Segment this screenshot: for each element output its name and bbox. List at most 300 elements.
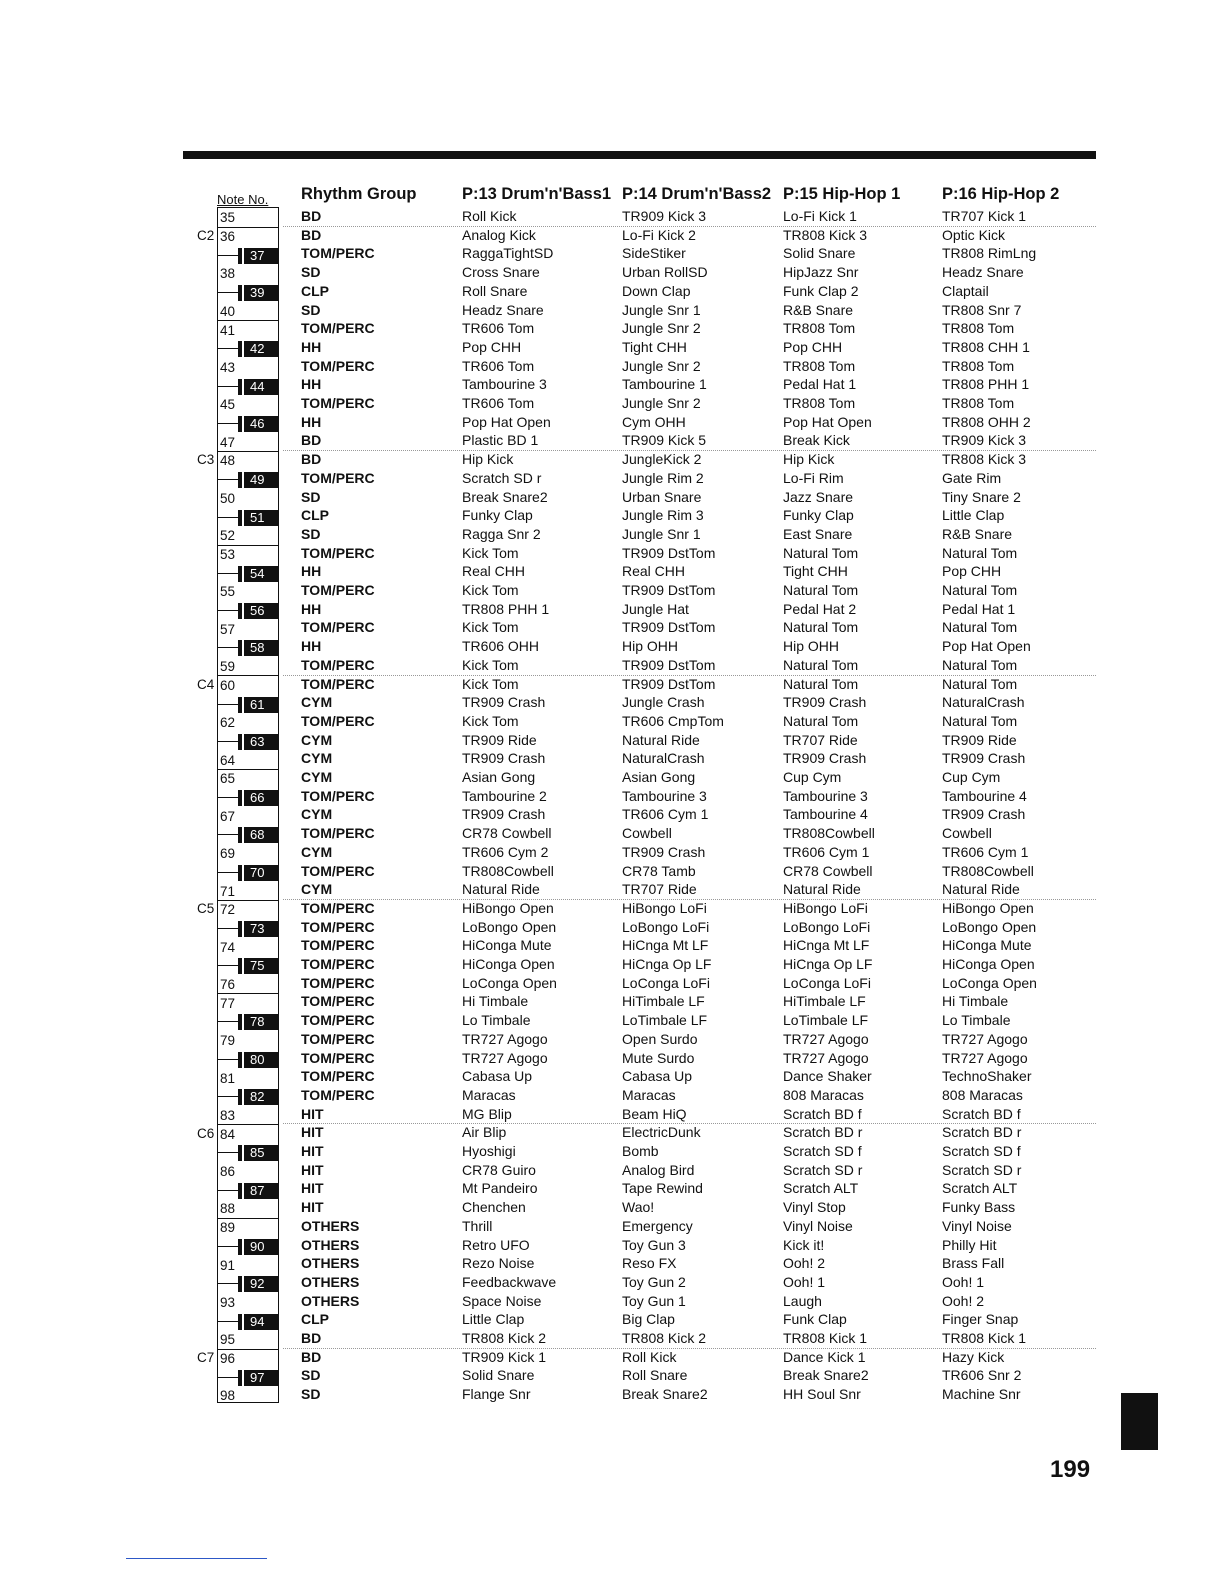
cell-group: TOM/PERC [301,862,375,879]
table-row [0,526,1224,545]
table-row [0,302,1224,321]
top-rule [183,151,1096,159]
cell-group: HH [301,563,322,580]
black-key-number: 66 [242,790,264,806]
table-row [0,339,1224,358]
cell-p15: Tight CHH [783,563,848,580]
cell-p13: TR909 Crash [462,806,546,823]
black-key-number: 78 [242,1014,264,1030]
cell-p13: Thrill [462,1217,493,1234]
cell-p14: Hip OHH [622,638,679,655]
cell-p16: Scratch SD f [942,1143,1021,1159]
cell-group: CYM [301,769,333,785]
black-key-number: 80 [242,1052,264,1068]
table-row [0,825,1224,844]
black-key-number: 75 [242,958,264,974]
cell-p13: Cabasa Up [462,1068,533,1085]
table-row [0,507,1224,526]
cell-group: TOM/PERC [301,1068,375,1085]
cell-p13: LoBongo Open [462,918,557,935]
black-key-number: 82 [242,1089,264,1105]
cell-p13: Natural Ride [462,881,540,898]
cell-p14: Natural Ride [622,731,700,748]
cell-p15: Scratch SD r [783,1161,863,1178]
cell-p13: Headz Snare [462,301,544,318]
cell-p15: LoTimbale LF [783,1012,869,1029]
cell-p16: Optic Kick [942,226,1006,243]
table-row [0,619,1224,638]
cell-p14: TR909 DstTom [622,675,716,692]
table-row [0,227,1224,246]
black-key-number: 87 [242,1183,264,1199]
table-row [0,545,1224,564]
cell-p14: Tape Rewind [622,1180,703,1197]
table-row [0,1311,1224,1330]
cell-p14: CR78 Tamb [622,862,696,879]
black-key-number: 44 [242,379,264,395]
cell-p14: Big Clap [622,1311,675,1328]
cell-p14: TR808 Kick 2 [622,1330,707,1346]
cell-p16: TR808Cowbell [942,862,1034,879]
black-key-number: 85 [242,1145,264,1161]
table-row [0,844,1224,863]
table-row [0,376,1224,395]
cell-p14: LoBongo LoFi [622,918,710,935]
cell-p13: HiConga Open [462,956,555,972]
cell-p16: Funky Bass [942,1199,1016,1216]
cell-group: SD [301,1367,321,1384]
table-row [0,582,1224,601]
cell-p16: HiConga Open [942,956,1035,972]
cell-p15: HiCnga Op LF [783,956,873,972]
cell-p16: LoBongo Open [942,918,1037,935]
white-key-number: 45 [220,397,236,413]
table-row [0,769,1224,788]
table-row [0,657,1224,676]
cell-group: BD [301,1348,322,1365]
cell-group: SD [301,264,321,281]
cell-group: TOM/PERC [301,544,375,561]
cell-p15: LoConga LoFi [783,974,871,991]
cell-p15: Natural Tom [783,619,859,636]
white-key-number: 98 [220,1388,236,1404]
white-key-number: 53 [220,546,236,562]
cell-p13: Kick Tom [462,656,519,673]
cell-p14: TR909 DstTom [622,656,716,673]
table-row [0,732,1224,751]
cell-p14: Jungle Snr 1 [622,525,701,542]
cell-p13: TR909 Ride [462,731,537,748]
cell-p16: TR909 Kick 3 [942,432,1027,449]
cell-p14: Lo-Fi Kick 2 [622,226,696,243]
side-tab-marker [1121,1393,1158,1450]
cell-p15: Natural Tom [783,544,859,561]
cell-p15: Dance Kick 1 [783,1348,866,1365]
table-row [0,788,1224,807]
cell-p14: Jungle Snr 2 [622,357,701,374]
cell-p13: Pop Hat Open [462,413,551,430]
cell-p14: Jungle Snr 2 [622,320,701,337]
white-key-number: 36 [220,229,236,245]
cell-group: HIT [301,1199,324,1216]
table-row [0,900,1224,919]
cell-group: CLP [301,507,329,524]
cell-p15: TR606 Cym 1 [783,843,870,860]
table-row [0,208,1224,227]
p13-header: P:13 Drum'n'Bass1 [462,185,612,203]
cell-p14: TR909 Crash [622,843,706,860]
cell-p15: HiTimbale LF [783,993,866,1010]
cell-p16: Ooh! 1 [942,1273,985,1290]
cell-p15: HipJazz Snr [783,264,859,281]
cell-group: TOM/PERC [301,899,375,916]
cell-p14: Jungle Crash [622,694,705,711]
cell-p15: Tambourine 4 [783,806,868,823]
p16-header: P:16 Hip-Hop 2 [942,185,1060,203]
cell-p15: Natural Tom [783,656,859,673]
cell-group: OTHERS [301,1236,360,1253]
cell-p16: Natural Tom [942,619,1018,636]
black-key-number: 92 [242,1276,264,1292]
cell-group: TOM/PERC [301,469,375,486]
white-key-number: 81 [220,1070,236,1086]
cell-group: CYM [301,806,333,823]
cell-group: TOM/PERC [301,918,375,935]
cell-p16: Scratch BD r [942,1124,1022,1141]
cell-p15: Hip Kick [783,451,835,468]
cell-p15: Funk Clap [783,1311,847,1328]
cell-p13: Chenchen [462,1199,526,1216]
cell-group: OTHERS [301,1292,360,1309]
cell-p15: Break Kick [783,432,850,449]
cell-p14: Analog Bird [622,1161,695,1178]
table-row [0,694,1224,713]
cell-group: BD [301,1330,322,1346]
white-key-number: 83 [220,1107,236,1123]
cell-p15: Pedal Hat 2 [783,600,857,617]
cell-p14: TR909 DstTom [622,544,716,561]
table-row [0,1199,1224,1218]
octave-label: C4 [197,676,215,692]
cell-p16: TR808 PHH 1 [942,376,1030,393]
cell-p13: Kick Tom [462,619,519,636]
cell-p16: TR909 Crash [942,806,1026,823]
cell-group: SD [301,488,321,505]
cell-p13: TR808 PHH 1 [462,600,550,617]
table-row [0,1087,1224,1106]
white-key-number: 91 [220,1257,236,1273]
white-key-number: 93 [220,1294,236,1310]
cell-p15: TR727 Agogo [783,1049,869,1066]
white-key-number: 67 [220,808,236,824]
cell-p15: Solid Snare [783,245,856,262]
white-key-number: 43 [220,359,236,375]
cell-p15: HH Soul Snr [783,1386,861,1403]
table-row [0,881,1224,900]
cell-p16: Vinyl Noise [942,1217,1012,1234]
cell-group: HH [301,600,322,617]
cell-p13: Maracas [462,1086,516,1103]
cell-p15: TR909 Crash [783,694,867,711]
cell-p15: Scratch BD f [783,1105,862,1122]
table-row [0,1349,1224,1368]
cell-group: TOM/PERC [301,619,375,636]
table-row [0,1031,1224,1050]
cell-group: TOM/PERC [301,1049,375,1066]
cell-group: TOM/PERC [301,937,375,954]
black-key-number: 90 [242,1239,264,1255]
cell-group: TOM/PERC [301,712,375,729]
cell-p14: HiBongo LoFi [622,899,707,916]
cell-group: HH [301,338,322,355]
octave-label: C7 [197,1350,215,1366]
table-row [0,358,1224,377]
cell-p16: TR808 OHH 2 [942,413,1031,430]
cell-p14: TR909 DstTom [622,582,716,598]
cell-p13: TR909 Crash [462,694,546,711]
cell-p16: TR808 Kick 3 [942,451,1027,468]
cell-group: SD [301,301,321,318]
cell-p13: MG Blip [462,1105,512,1122]
cell-group: TOM/PERC [301,320,375,337]
table-row [0,1068,1224,1087]
table-row [0,676,1224,695]
table-row [0,919,1224,938]
cell-p13: Hi Timbale [462,993,529,1010]
white-key-number: 89 [220,1220,236,1236]
table-row [0,395,1224,414]
cell-p14: Toy Gun 3 [622,1236,686,1253]
cell-p14: TR707 Ride [622,881,697,898]
cell-p13: Little Clap [462,1311,525,1328]
cell-group: TOM/PERC [301,1012,375,1029]
cell-p15: Vinyl Noise [783,1217,853,1234]
cell-p13: Retro UFO [462,1236,530,1253]
cell-p13: TR606 Tom [462,320,535,337]
cell-p13: TR606 Cym 2 [462,843,549,860]
cell-p16: TechnoShaker [942,1068,1032,1085]
cell-p14: Roll Kick [622,1348,677,1365]
table-row [0,1180,1224,1199]
cell-p16: TR808 RimLng [942,245,1037,262]
cell-p16: TR727 Agogo [942,1049,1028,1066]
cell-p13: Cross Snare [462,264,540,281]
cell-group: TOM/PERC [301,974,375,991]
cell-group: HIT [301,1124,324,1141]
cell-p13: TR606 Tom [462,357,535,374]
cell-p14: JungleKick 2 [622,451,702,468]
cell-group: CYM [301,881,333,898]
cell-p15: LoBongo LoFi [783,918,871,935]
cell-p14: TR606 Cym 1 [622,806,709,823]
cell-p15: Vinyl Stop [783,1199,846,1216]
white-key-number: 72 [220,902,236,918]
cell-p14: Beam HiQ [622,1105,687,1122]
cell-p16: Philly Hit [942,1236,997,1253]
black-key-number: 63 [242,734,264,750]
cell-p15: HiCnga Mt LF [783,937,870,954]
cell-p14: Cowbell [622,825,672,842]
black-key-number: 73 [242,921,264,937]
cell-p16: Little Clap [942,507,1005,524]
cell-p16: Natural Tom [942,675,1018,692]
black-key-number: 42 [242,341,264,357]
cell-p14: NaturalCrash [622,750,705,767]
white-key-number: 76 [220,977,236,993]
cell-group: CYM [301,694,333,711]
cell-p15: TR808 Kick 1 [783,1330,868,1346]
table-row [0,1162,1224,1181]
cell-p15: Lo-Fi Kick 1 [783,208,857,224]
cell-p15: TR808 Tom [783,320,856,337]
cell-p14: Toy Gun 2 [622,1273,686,1290]
cell-p13: Break Snare2 [462,488,548,505]
cell-p16: Natural Tom [942,582,1018,598]
cell-p13: Asian Gong [462,769,536,785]
cell-p14: Maracas [622,1086,676,1103]
cell-p16: TR707 Kick 1 [942,208,1027,224]
cell-group: CLP [301,1311,329,1328]
cell-p15: Pop CHH [783,338,843,355]
cell-p13: Hip Kick [462,451,514,468]
cell-p13: Kick Tom [462,582,519,598]
cell-group: HIT [301,1161,324,1178]
cell-p13: Kick Tom [462,675,519,692]
cell-p15: TR727 Agogo [783,1030,869,1047]
cell-group: TOM/PERC [301,675,375,692]
cell-p13: Roll Snare [462,282,528,299]
cell-p13: Analog Kick [462,226,536,243]
cell-p16: HiConga Mute [942,937,1032,954]
table-row [0,563,1224,582]
cell-p16: TR909 Ride [942,731,1017,748]
cell-p16: TR606 Snr 2 [942,1367,1022,1384]
cell-p14: Break Snare2 [622,1386,708,1403]
cell-p14: Tambourine 3 [622,787,707,804]
cell-p14: Cabasa Up [622,1068,693,1085]
cell-p14: LoConga LoFi [622,974,710,991]
white-key-number: 47 [220,434,236,450]
table-row [0,975,1224,994]
cell-p15: Scratch BD r [783,1124,863,1141]
octave-label: C3 [197,452,215,468]
cell-group: TOM/PERC [301,245,375,262]
cell-group: HH [301,376,322,393]
cell-p14: TR606 CmpTom [622,712,724,729]
white-key-number: 35 [220,210,236,226]
white-key-number: 86 [220,1164,236,1180]
black-key-number: 51 [242,510,264,526]
cell-group: HIT [301,1180,324,1197]
cell-p13: TR606 Tom [462,395,535,411]
cell-p15: Pop Hat Open [783,413,872,430]
cell-p13: Hyoshigi [462,1143,516,1159]
table-row [0,956,1224,975]
cell-p16: Lo Timbale [942,1012,1011,1029]
table-row [0,993,1224,1012]
table-row [0,638,1224,657]
cell-p14: HiCnga Mt LF [622,937,709,954]
cell-p13: Solid Snare [462,1367,535,1384]
cell-p15: Tambourine 3 [783,787,868,804]
cell-p15: Natural Ride [783,881,861,898]
cell-p13: HiBongo Open [462,899,554,916]
cell-p15: HiBongo LoFi [783,899,868,916]
cell-group: BD [301,451,322,468]
cell-p13: Real CHH [462,563,526,580]
cell-p16: Hazy Kick [942,1348,1005,1365]
black-key-number: 56 [242,603,264,619]
cell-group: TOM/PERC [301,656,375,673]
cell-p16: Cowbell [942,825,992,842]
cell-group: CYM [301,750,333,767]
white-key-number: 48 [220,453,236,469]
cell-p16: Finger Snap [942,1311,1019,1328]
cell-p13: Plastic BD 1 [462,432,539,449]
cell-p16: Scratch BD f [942,1105,1021,1122]
cell-p16: TR808 Kick 1 [942,1330,1027,1346]
cell-p15: Hip OHH [783,638,840,655]
octave-label: C5 [197,901,215,917]
cell-p16: Headz Snare [942,264,1024,281]
cell-group: HH [301,413,322,430]
black-key-number: 68 [242,827,264,843]
bottom-link-underline [126,1558,267,1559]
cell-group: OTHERS [301,1217,360,1234]
cell-group: TOM/PERC [301,956,375,972]
cell-p13: TR808 Kick 2 [462,1330,547,1346]
cell-p13: TR606 OHH [462,638,540,655]
white-key-number: 84 [220,1126,236,1142]
cell-p14: Toy Gun 1 [622,1292,686,1309]
white-key-number: 50 [220,490,236,506]
white-key-number: 69 [220,846,236,862]
cell-p14: Reso FX [622,1255,677,1272]
cell-p15: TR808 Kick 3 [783,226,868,243]
cell-group: TOM/PERC [301,357,375,374]
cell-p14: Real CHH [622,563,686,580]
cell-p16: TR727 Agogo [942,1030,1028,1047]
note-no-header: Note No. [217,192,269,207]
table-row [0,1012,1224,1031]
cell-p15: Kick it! [783,1236,825,1253]
cell-group: HIT [301,1105,324,1122]
cell-p13: TR909 Kick 1 [462,1348,547,1365]
white-key-number: 64 [220,752,236,768]
table-row [0,806,1224,825]
cell-p13: Air Blip [462,1124,507,1141]
black-key-number: 94 [242,1314,264,1330]
cell-p13: TR808Cowbell [462,862,554,879]
cell-p13: TR909 Crash [462,750,546,767]
table-row [0,283,1224,302]
cell-p16: Pedal Hat 1 [942,600,1016,617]
cell-p15: Break Snare2 [783,1367,869,1384]
cell-p15: Laugh [783,1292,822,1309]
black-key-number: 37 [242,248,264,264]
black-key-number: 46 [242,416,264,432]
black-key-number: 58 [242,640,264,656]
white-key-number: 79 [220,1033,236,1049]
cell-group: SD [301,525,321,542]
cell-p15: TR808 Tom [783,357,856,374]
white-key-number: 77 [220,995,236,1011]
cell-p16: Tambourine 4 [942,787,1027,804]
table-row [0,264,1224,283]
cell-p13: TR727 Agogo [462,1049,548,1066]
cell-p16: Ooh! 2 [942,1292,985,1309]
cell-p13: Kick Tom [462,712,519,729]
